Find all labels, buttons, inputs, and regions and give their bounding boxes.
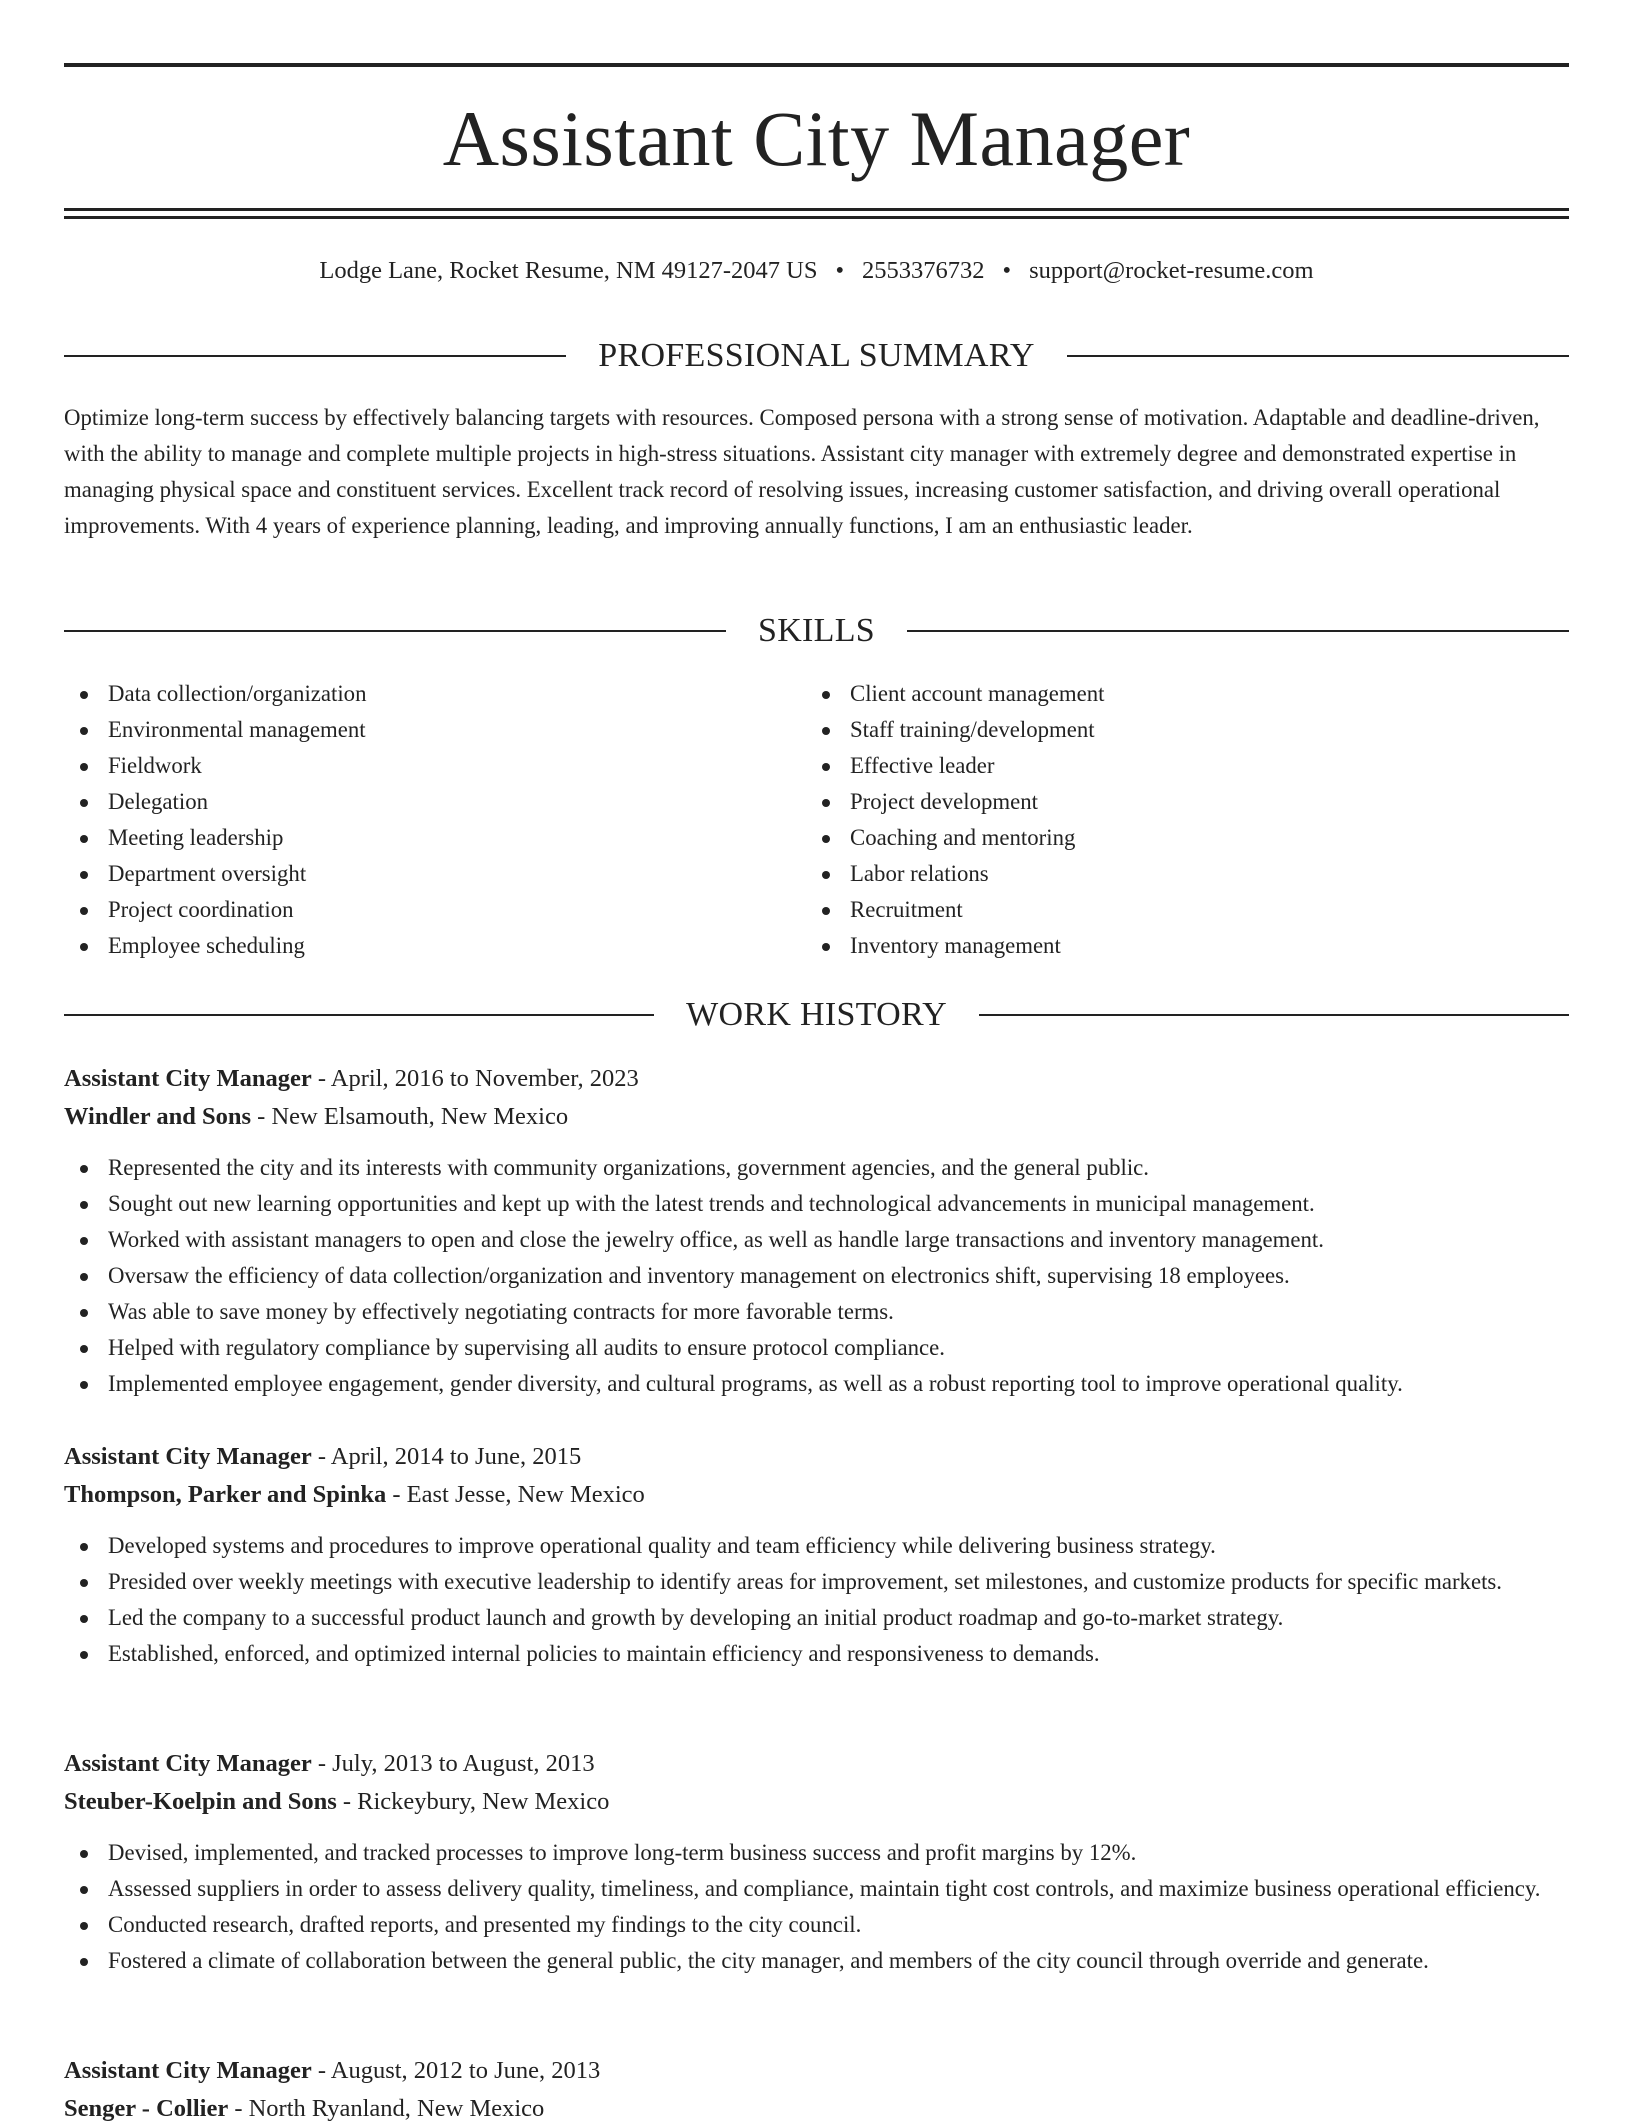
header-rule-lower — [64, 216, 1569, 219]
contact-separator: • — [1002, 257, 1012, 284]
job-location: - New Elsamouth, New Mexico — [251, 1103, 569, 1130]
skills-heading — [64, 609, 1569, 653]
heading-rule — [64, 355, 566, 357]
job-employer-line — [64, 1476, 1569, 1514]
job-entry — [64, 2052, 1569, 2128]
job-title: Assistant City Manager — [64, 2057, 312, 2084]
work-history-heading-label: WORK HISTORY — [686, 996, 947, 1033]
heading-rule — [907, 630, 1569, 632]
skills-column-right — [806, 676, 1548, 964]
job-dates: - April, 2016 to November, 2023 — [311, 1065, 639, 1092]
skill-item: Environmental management — [64, 712, 806, 748]
skill-item: Meeting leadership — [64, 820, 806, 856]
skill-item: Employee scheduling — [64, 928, 806, 964]
job-entry — [64, 1438, 1569, 1672]
job-bullet: Was able to save money by effectively negotiating contracts for more favorable terms. — [64, 1294, 1569, 1330]
job-title: Assistant City Manager — [64, 1443, 312, 1470]
job-company: Senger - Collier — [64, 2095, 229, 2122]
summary-heading-label: PROFESSIONAL SUMMARY — [598, 337, 1035, 374]
skill-item: Inventory management — [806, 928, 1548, 964]
skill-item: Coaching and mentoring — [806, 820, 1548, 856]
job-bullet: Led the company to a successful product launch and growth by developing an initial product roadmap and go-to-market strategy. — [64, 1600, 1569, 1636]
heading-rule — [1067, 355, 1569, 357]
job-bullet: Oversaw the efficiency of data collection/organization and inventory management on electronics shift, supervising 18 employees. — [64, 1258, 1569, 1294]
job-title-line — [64, 1060, 1569, 1098]
summary-heading — [64, 334, 1569, 378]
job-title-line — [64, 1438, 1569, 1476]
job-title-line — [64, 1745, 1569, 1783]
work-history-heading — [64, 993, 1569, 1037]
job-entry — [64, 1060, 1569, 1402]
skill-item: Fieldwork — [64, 748, 806, 784]
skill-item: Department oversight — [64, 856, 806, 892]
job-company: Thompson, Parker and Spinka — [64, 1481, 387, 1508]
heading-rule — [64, 1014, 654, 1016]
job-bullet: Worked with assistant managers to open and close the jewelry office, as well as handle large transactions and inventory management. — [64, 1222, 1569, 1258]
job-bullet: Developed systems and procedures to improve operational quality and team efficiency while delivering business strategy. — [64, 1528, 1569, 1564]
job-bullet: Presided over weekly meetings with executive leadership to identify areas for improvement, set milestones, and customize products for specific markets. — [64, 1564, 1569, 1600]
skill-item: Project development — [806, 784, 1548, 820]
skill-item: Client account management — [806, 676, 1548, 712]
skills-list — [64, 676, 1569, 964]
skill-item: Labor relations — [806, 856, 1548, 892]
job-company: Windler and Sons — [64, 1103, 252, 1130]
job-bullet: Assessed suppliers in order to assess delivery quality, timeliness, and compliance, maintain tight cost controls, and maximize business operational efficiency. — [64, 1871, 1569, 1907]
job-dates: - April, 2014 to June, 2015 — [311, 1443, 582, 1470]
job-title: Assistant City Manager — [64, 1750, 312, 1777]
job-dates: - July, 2013 to August, 2013 — [311, 1750, 595, 1777]
job-bullet: Helped with regulatory compliance by supervising all audits to ensure protocol compliance. — [64, 1330, 1569, 1366]
job-bullet: Established, enforced, and optimized internal policies to maintain efficiency and responsiveness to demands. — [64, 1636, 1569, 1672]
contact-email: support@rocket-resume.com — [1029, 257, 1314, 284]
job-entry — [64, 1745, 1569, 1979]
job-bullets — [64, 1528, 1569, 1672]
skill-item: Project coordination — [64, 892, 806, 928]
skill-item: Delegation — [64, 784, 806, 820]
header-rule-upper — [64, 208, 1569, 211]
summary-text: Optimize long-term success by effectively balancing targets with resources. Composed persona with a strong sense of motivation. Adaptable and deadline-driven, with the ability to manage and complete multiple projects in high-stress situations. Assistant city manager with extremely degree and demonstrated expertise in managing physical space and constituent services. Excellent track record of resolving issues, increasing customer satisfaction, and driving overall operational improvements. With 4 years of experience planning, leading, and improving annually functions, I am an enthusiastic leader. — [64, 405, 1540, 538]
contact-line — [64, 254, 1569, 288]
skill-item: Staff training/development — [806, 712, 1548, 748]
job-dates: - August, 2012 to June, 2013 — [311, 2057, 601, 2084]
heading-rule — [64, 630, 726, 632]
job-location: - Rickeybury, New Mexico — [336, 1788, 610, 1815]
job-location: - East Jesse, New Mexico — [386, 1481, 645, 1508]
job-title-line — [64, 2052, 1569, 2090]
skill-item: Effective leader — [806, 748, 1548, 784]
resume-title: Assistant City Manager — [442, 95, 1191, 182]
job-bullets — [64, 1150, 1569, 1402]
job-location: - North Ryanland, New Mexico — [228, 2095, 545, 2122]
skill-item: Data collection/organization — [64, 676, 806, 712]
skill-item: Recruitment — [806, 892, 1548, 928]
job-employer-line — [64, 1783, 1569, 1821]
job-bullet: Devised, implemented, and tracked processes to improve long-term business success and profit margins by 12%. — [64, 1835, 1569, 1871]
job-bullet: Represented the city and its interests with community organizations, government agencies, and the general public. — [64, 1150, 1569, 1186]
job-bullet: Conducted research, drafted reports, and presented my findings to the city council. — [64, 1907, 1569, 1943]
contact-separator: • — [835, 257, 845, 284]
job-company: Steuber-Koelpin and Sons — [64, 1788, 337, 1815]
job-bullet: Fostered a climate of collaboration between the general public, the city manager, and members of the city council through override and generate. — [64, 1943, 1569, 1979]
job-employer-line — [64, 2090, 1569, 2128]
job-bullet: Implemented employee engagement, gender diversity, and cultural programs, as well as a robust reporting tool to improve operational quality. — [64, 1366, 1569, 1402]
heading-rule — [979, 1014, 1569, 1016]
skills-heading-label: SKILLS — [757, 612, 876, 649]
job-employer-line — [64, 1098, 1569, 1136]
job-title: Assistant City Manager — [64, 1065, 312, 1092]
contact-address: Lodge Lane, Rocket Resume, NM 49127-2047 US — [319, 257, 818, 284]
contact-phone: 2553376732 — [862, 257, 985, 284]
job-bullets — [64, 1835, 1569, 1979]
skills-column-left — [64, 676, 806, 964]
job-bullet: Sought out new learning opportunities and kept up with the latest trends and technological advancements in municipal management. — [64, 1186, 1569, 1222]
header-top-rule — [64, 63, 1569, 67]
